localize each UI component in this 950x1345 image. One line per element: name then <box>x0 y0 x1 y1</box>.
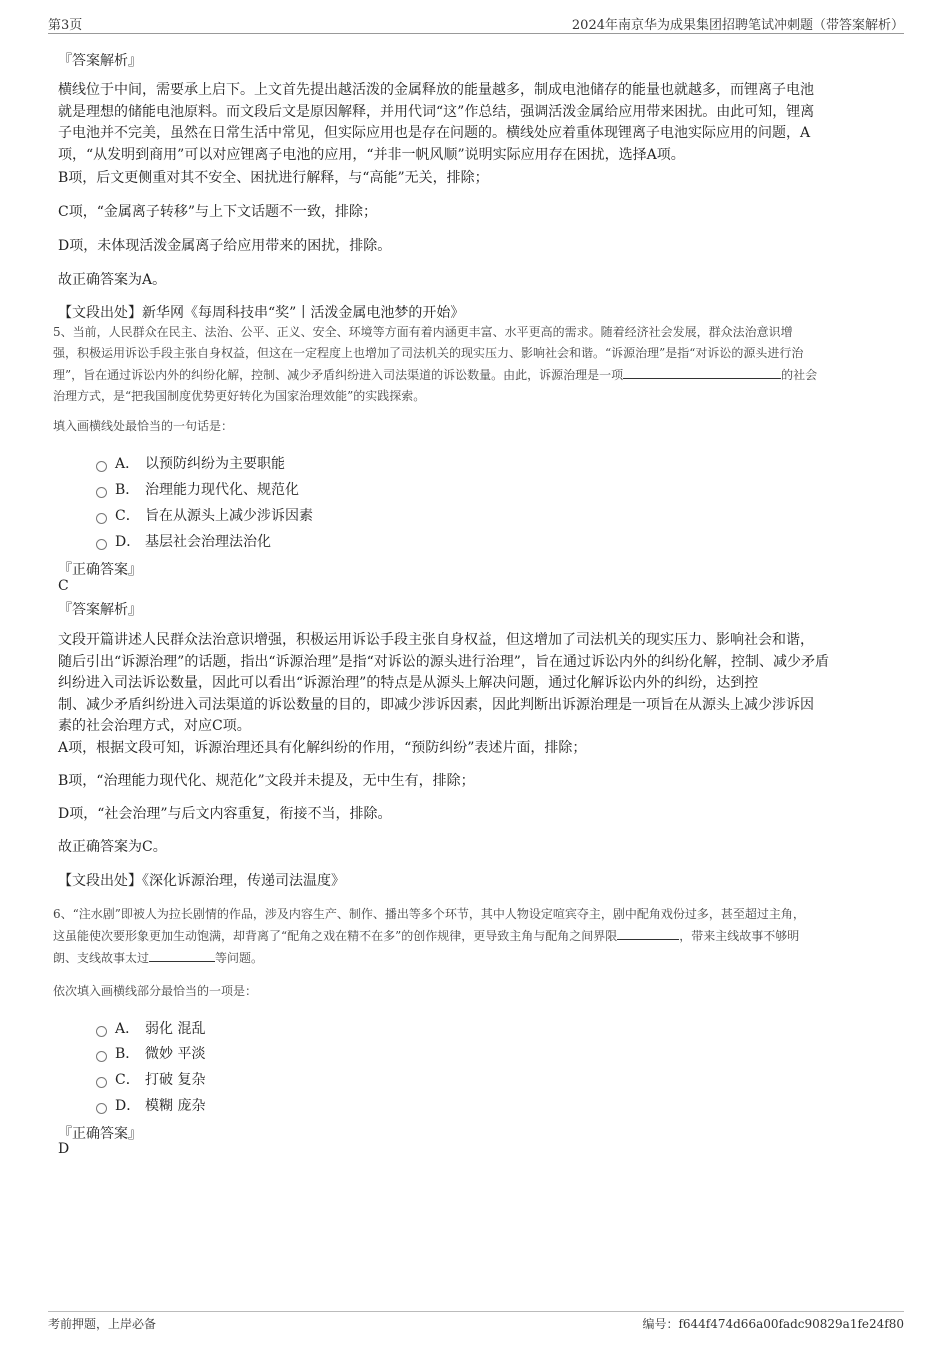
q5-option-b[interactable]: B． 治理能力现代化、规范化 <box>96 479 299 499</box>
q6-stem <box>53 904 898 969</box>
q4-option-b-note: B项，后文更侧重对其不安全、困扰进行解释，与“高能”无关，排除； <box>58 170 489 186</box>
q5-option-d-note: D项，“社会治理”与后文内容重复，衔接不当，排除。 <box>58 806 392 822</box>
q5-answer-label: 『正确答案』 <box>58 562 142 578</box>
q5-analysis-line: 随后引出“诉源治理”的话题，指出“诉源治理”是指“对诉讼的源头进行治理”，旨在通过诉讼内外的纠纷化解，控制、减少矛盾 <box>58 653 829 670</box>
q4-analysis-line: 项，“从发明到商用”可以对应锂离子电池的应用，“并非一帆风顺”说明实际应用存在困扰，选择A项。 <box>58 146 685 163</box>
q5-conclusion: 故正确答案为C。 <box>58 839 167 855</box>
q5-analysis-line: 素的社会治理方式，对应C项。 <box>58 718 251 734</box>
q4-conclusion: 故正确答案为A。 <box>58 272 167 288</box>
header-divider <box>48 33 904 34</box>
q5-analysis <box>58 630 829 738</box>
q5-option-c[interactable]: C． 旨在从源头上减少涉诉因素 <box>96 505 313 525</box>
q5-prompt: 填入画横线处最恰当的一句话是： <box>53 419 234 433</box>
q5-stem-line: 5、当前，人民群众在民主、法治、公平、正义、安全、环境等方面有着内涵更丰富、水平更高的需求。随着经济社会发展，群众法治意识增 <box>53 325 793 339</box>
radio-icon[interactable] <box>96 1026 107 1037</box>
q6-answer-label: 『正确答案』 <box>58 1126 142 1142</box>
q5-analysis-label: 『答案解析』 <box>58 602 142 618</box>
radio-icon[interactable] <box>96 487 107 498</box>
q6-blank-2[interactable] <box>149 947 215 962</box>
radio-icon[interactable] <box>96 1077 107 1088</box>
q6-blank-1[interactable] <box>617 925 679 940</box>
q5-analysis-line: 制、减少矛盾纠纷进入司法渠道的诉讼数量的目的，即减少涉诉因素，因此判断出诉源治理是一项旨在从源头上减少涉诉因 <box>58 696 814 713</box>
radio-icon[interactable] <box>96 1103 107 1114</box>
q4-option-d-note: D项，未体现活泼金属离子给应用带来的困扰，排除。 <box>58 238 392 254</box>
q4-analysis-line: 横线位于中间，需要承上启下。上文首先提出越活泼的金属释放的能量越多，制成电池储存的能量也就越多，而锂离子电池 <box>58 82 814 98</box>
q5-answer: C <box>58 578 69 594</box>
q5-option-b-note: B项，“治理能力现代化、规范化”文段并未提及，无中生有，排除； <box>58 773 475 789</box>
q5-stem-line: 理”，旨在通过诉讼内外的纠纷化解，控制、减少矛盾纠纷进入司法渠道的诉讼数量。由此，诉源治理是一项 的社会 <box>53 364 898 386</box>
q5-option-a-note: A项，根据文段可知，诉源治理还具有化解纠纷的作用，“预防纠纷”表述片面，排除； <box>58 740 587 756</box>
q5-option-a[interactable]: A． 以预防纠纷为主要职能 <box>96 453 285 473</box>
footer-divider <box>48 1311 904 1312</box>
radio-icon[interactable] <box>96 539 107 550</box>
q6-prompt: 依次填入画横线部分最恰当的一项是： <box>53 984 258 998</box>
q5-source: 【文段出处】《深化诉源治理，传递司法温度》 <box>58 873 345 889</box>
q4-analysis-line: 就是理想的储能电池原料。而文段后文是原因解释，并用代词“这”作总结，强调活泼金属给应用带来困扰。由此可知，锂离 <box>58 103 815 120</box>
q4-option-c-note: C项，“金属离子转移”与上下文话题不一致，排除； <box>58 204 378 220</box>
q5-stem <box>53 322 898 407</box>
q4-analysis-label: 『答案解析』 <box>58 53 142 69</box>
q6-option-b[interactable]: B． 微妙 平淡 <box>96 1043 205 1063</box>
document-title: 2024年南京华为成果集团招聘笔试冲刺题（带答案解析） <box>571 18 904 33</box>
q5-stem-line: 治理方式，是“把我国制度优势更好转化为国家治理效能”的实践探索。 <box>53 389 426 403</box>
radio-icon[interactable] <box>96 513 107 524</box>
q6-answer: D <box>58 1141 70 1157</box>
q6-stem-line: 这虽能使次要形象更加生动饱满，却背离了“配角之戏在精不在多”的创作规律，更导致主角与配角之间界限 ，带来主线故事不够明 <box>53 925 898 947</box>
q6-stem-line: 朗、支线故事太过 等问题。 <box>53 947 898 969</box>
q5-blank[interactable] <box>623 364 781 379</box>
radio-icon[interactable] <box>96 1051 107 1062</box>
q5-analysis-line: 文段开篇讲述人民群众法治意识增强，积极运用诉讼手段主张自身权益，但这增加了司法机关的现实压力、影响社会和谐， <box>58 632 814 648</box>
q4-analysis-line: 子电池并不完美，虽然在日常生活中常见，但实际应用也是存在问题的。横线处应着重体现锂离子电池实际应用的问题，A <box>58 125 811 141</box>
footer-slogan: 考前押题，上岸必备 <box>48 1317 157 1331</box>
page-number: 第3页 <box>48 18 83 33</box>
radio-icon[interactable] <box>96 461 107 472</box>
q6-option-a[interactable]: A． 弱化 混乱 <box>96 1018 205 1038</box>
q5-option-d[interactable]: D． 基层社会治理法治化 <box>96 531 271 551</box>
q6-option-c[interactable]: C． 打破 复杂 <box>96 1069 205 1089</box>
q6-stem-line: 6、“注水剧”即被人为拉长剧情的作品，涉及内容生产、制作、播出等多个环节，其中人物设定喧宾夺主，剧中配角戏份过多，甚至超过主角， <box>53 907 805 921</box>
q6-option-d[interactable]: D． 模糊 庞杂 <box>96 1095 205 1115</box>
q5-analysis-line: 纠纷进入司法诉讼数量，因此可以看出“诉源治理”的特点是从源头上解决问题，通过化解诉讼内外的纠纷，达到控 <box>58 675 759 691</box>
document-id: 编号：f644f474d66a00fadc90829a1fe24f80 <box>642 1317 904 1331</box>
q5-stem-line: 强，积极运用诉讼手段主张自身权益，但这在一定程度上也增加了司法机关的现实压力、影响社会和谐。“诉源治理”是指“对诉讼的源头进行治 <box>53 346 804 360</box>
q4-source: 【文段出处】新华网《每周科技串“奖”丨活泼金属电池梦的开始》 <box>58 305 465 321</box>
q4-analysis <box>58 80 814 166</box>
